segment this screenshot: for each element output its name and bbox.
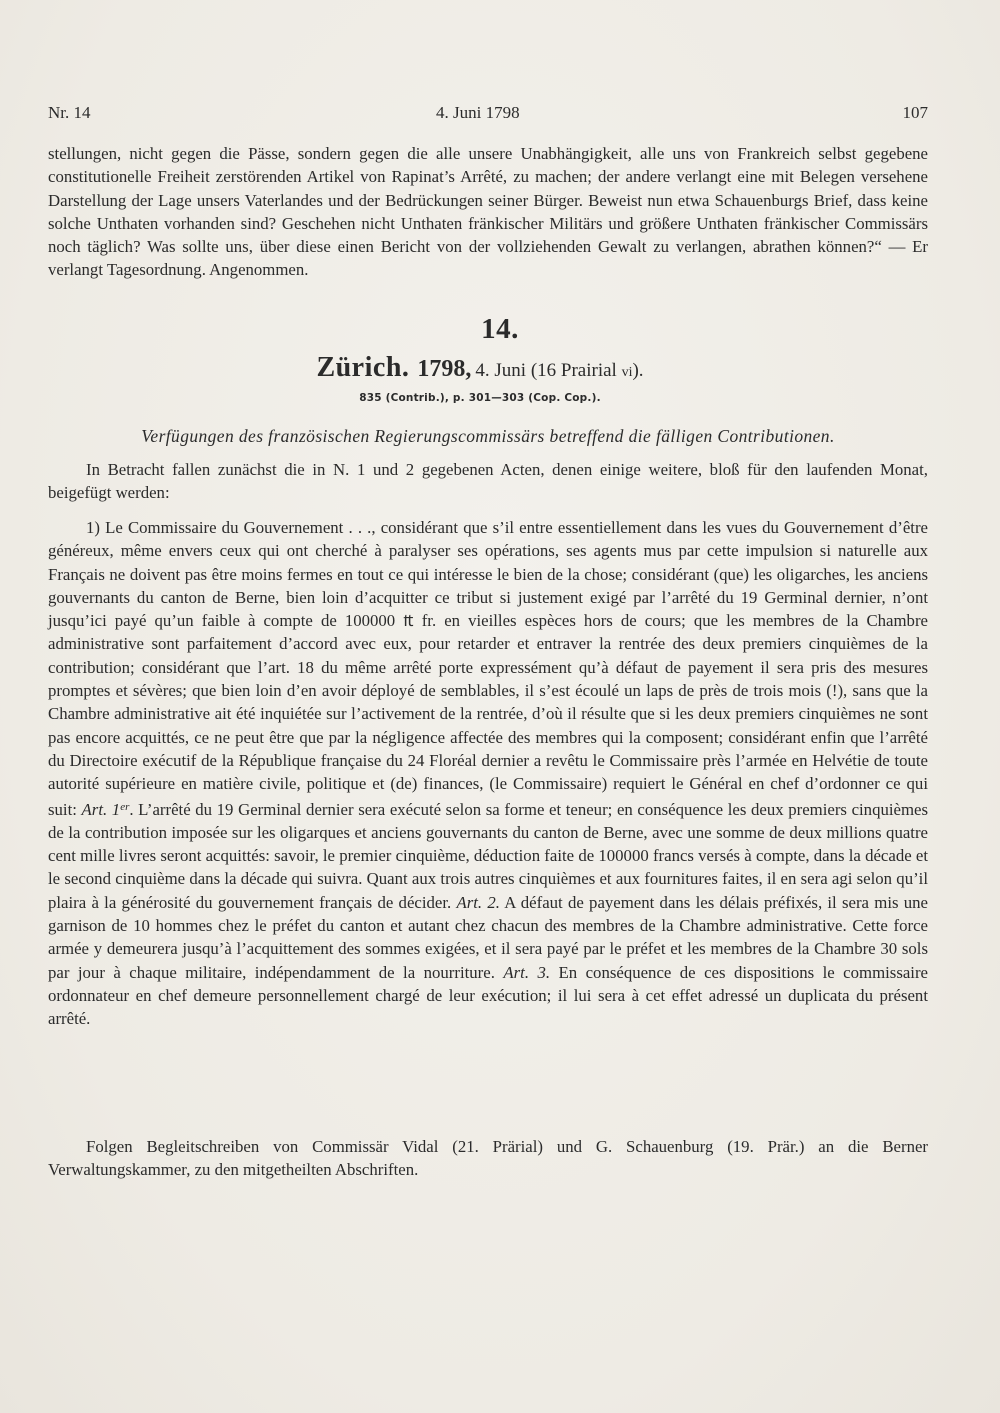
document-heading (0, 352, 960, 384)
header-date: 4. Juni 1798 (436, 103, 520, 122)
paragraph-intro: In Betracht fallen zunächst die in N. 1 und 2 gegebenen Acten, denen einige weitere, bloß für den laufenden Monat, beigefügt werden: (48, 460, 928, 503)
page-header (48, 103, 928, 127)
article-3-label: Art. 3. (503, 962, 551, 982)
source-reference: 835 (Contrib.), p. 301—303 (Cop. Cop.). (359, 392, 601, 404)
document-date-roman: vi (621, 365, 633, 380)
document-number: 14. (481, 313, 519, 345)
document-title: Verfügungen des französischen Regierungscommissärs betreffend die fälligen Contributionen. (141, 426, 835, 446)
paragraph-closing: Folgen Begleitschreiben von Commissär Vidal (21. Prärial) und G. Schauenburg (19. Prär.) an die Berner Verwaltungskammer, zu den mitgetheilten Abschriften. (48, 1137, 928, 1180)
arrete-text-a: 1) Le Commissaire du Gouvernement . . ., considérant que s’il entre essentiellement dans les vues du Gouvernement d’être généreux, même envers ceux qui ont cherché à paralyser ses opérations, ses agents mus par cette impulsion si naturelle aux Français ne doivent pas être moins fermes en tout ce qui intéresse le bien de la chose; considérant (que) les oligarches, les anciens gouvernants du canton de Berne, bien loin d’acquitter ce tribut si justement exigé par l’arrêté du 19 Germinal dernier, n’ont jusqu’ici payé qu’un faible à compte de 100000 ₶ fr. en vieilles espèces hors de cours; que les membres de la Chambre administrative sont parfaitement d’accord avec eux, pour retarder et entraver la rentrée des deux premiers cinquièmes de la contribution; considérant que l’art. 18 du même arrêté porte expressément qu’à défaut de payement il sera pris des mesures promptes et sévères; que bien loin d’en avoir déployé de semblables, il s’est écoulé un laps de près de trois mois (!), sans que la Chambre administrative ait été inquiétée sur l’activement de la rentrée, d’où il résulte que si les deux premiers cinquièmes ne sont pas encore acquittés, ce ne peut être que par la négligence affectée des membres qui la composent; considérant enfin que l’arrêté du Directoire exécutif de la République française du 24 Floréal dernier a revêtu le Commissaire près l’armée en Helvétie de toute autorité supérieure en matière civile, politique et (de) finances, (le Commissaire) requiert le Général en chef d’ordonner ce qui suit: (48, 518, 928, 819)
arrete-text-c: A défaut de payement dans les délais préfixés, il sera mis une garnison de 10 hommes chez le préfet du canton et autant chez chacun des membres de la Chambre administrative. Cette force armée y demeurera jusqu’à l’acquittement des sommes exigées, et il sera payé par le préfet et les membres de la Chambre 30 sols par jour à chaque militaire, indépendamment de la nourriture. (48, 892, 929, 982)
document-date (475, 360, 643, 381)
arrete-text-b: . L’arrêté du 19 Germinal dernier sera exécuté selon sa forme et teneur; en conséquence les deux premiers cinquièmes de la contribution imposée sur les oligarques et anciens gouvernants du canton de Berne, avec une somme de deux millions quatre cent mille livres seront acquittés: savoir, le premier cinquième, déduction faite de 100000 francs versés à compte, dans la décade et le second cinquième dans la décade qui suivra. Quant aux trois autres cinquièmes et aux fournitures faites, il en sera agi selon qu’il plaira à la générosité du gouvernement français de décider. (48, 799, 928, 912)
article-1-label-text: Art. 1 (81, 799, 121, 819)
document-place: Zürich. (316, 352, 410, 383)
paragraph-continuation: stellungen, nicht gegen die Pässe, sondern gegen die alle unsere Unabhängigkeit, alle uns von Frankreich selbst gegebene constitutionelle Freiheit zerstörenden Artikel von Rapinat’s Arrêté, zu machen; der andere verlangt eine mit Belegen versehene Darstellung der Lage unsers Vaterlandes und der Bedrückungen seiner Bürger. Beweist nun etwa Schauenburgs Brief, dass keine solche Unthaten vorhanden sind? Geschehen nicht Unthaten fränkischer Militärs und größere Unthaten fränkischer Commissärs noch täglich? Was sollte uns, über diese einen Bericht von der vollziehenden Gewalt zu verlangen, abrathen können?“ — Er verlangt Tagesordnung. Angenommen. (48, 144, 928, 280)
paragraph-arrete (48, 516, 928, 1031)
arrete-text-d: En conséquence de ces dispositions le commissaire ordonnateur en chef demeure personnellement chargé de leur exécution; il lui sera à cet effet adressé un duplicata du présent arrêté. (48, 962, 928, 1029)
article-2-label: Art. 2. (456, 892, 500, 912)
document-date-close: ). (632, 360, 644, 381)
page-number: 107 (902, 103, 928, 122)
article-1-superscript: er (120, 800, 130, 813)
article-1-label (82, 800, 130, 819)
header-document-number: Nr. 14 (48, 103, 91, 122)
document-date-main: 4. Juni (16 Prairial (475, 360, 622, 381)
document-year: 1798, (417, 356, 472, 382)
